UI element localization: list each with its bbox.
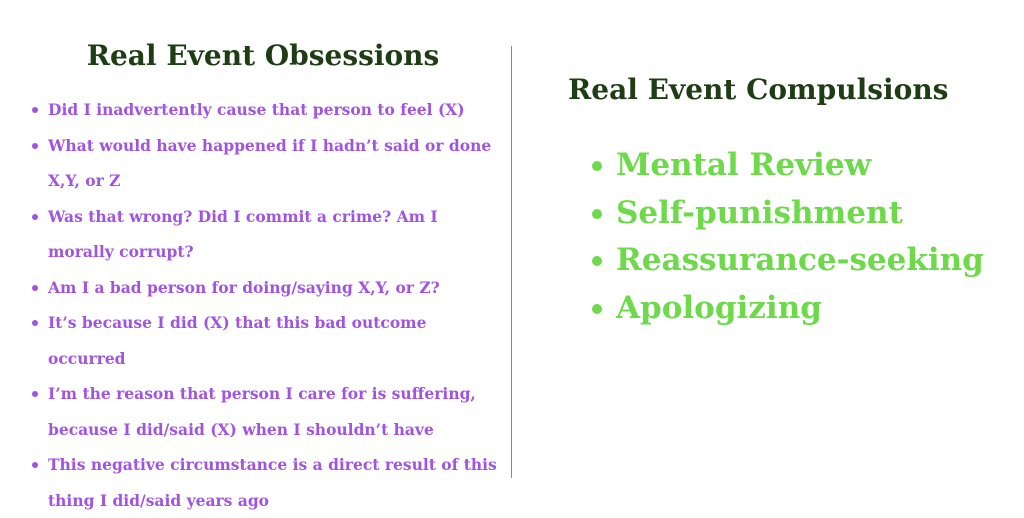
compulsions-list	[560, 142, 1000, 332]
obsession-item: This negative circumstance is a direct result of this thing I did/said years ago	[28, 447, 498, 518]
obsession-item: Am I a bad person for doing/saying X,Y, or Z?	[28, 270, 498, 306]
obsession-item: Did I inadvertently cause that person to feel (X)	[28, 92, 498, 128]
compulsions-title: Real Event Compulsions	[568, 73, 949, 106]
obsessions-title: Real Event Obsessions	[86, 39, 440, 72]
compulsion-item: Apologizing	[590, 285, 1000, 333]
compulsion-item: Self-punishment	[590, 190, 1000, 238]
obsession-item: It’s because I did (X) that this bad outcome occurred	[28, 305, 498, 376]
obsessions-column	[28, 36, 498, 518]
obsessions-list	[28, 92, 498, 518]
obsession-item: I’m the reason that person I care for is suffering, because I did/said (X) when I shouldn’t have	[28, 376, 498, 447]
column-divider	[511, 46, 512, 478]
obsession-item: Was that wrong? Did I commit a crime? Am I morally corrupt?	[28, 199, 498, 270]
compulsion-item: Reassurance-seeking	[590, 237, 1000, 285]
compulsion-item: Mental Review	[590, 142, 1000, 190]
compulsions-column	[560, 70, 1000, 332]
obsession-item: What would have happened if I hadn’t said or done X,Y, or Z	[28, 128, 498, 199]
